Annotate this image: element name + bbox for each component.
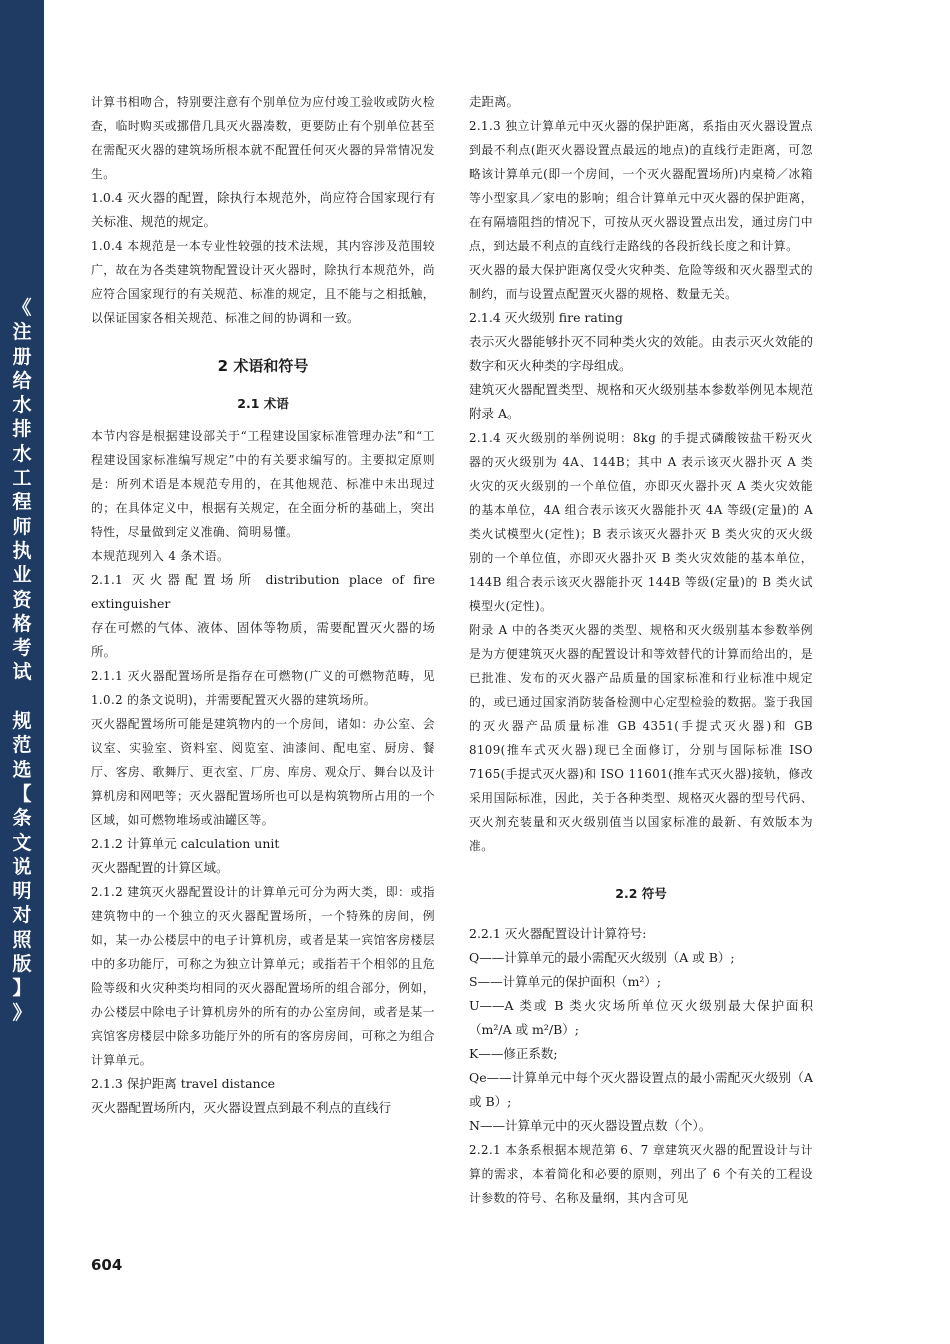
paragraph: 灭火器的最大保护距离仅受火灾种类、危险等级和灭火器型式的制约，而与设置点配置灭火器的规格、数量无关。 xyxy=(469,263,813,301)
paragraph: 计算书相吻合，特别要注意有个别单位为应付竣工验收或防火检查，临时购买或挪借几具灭火器凑数，更要防止有个别单位甚至在需配灭火器的建筑场所根本就不配置任何灭火器的异常情况发生。 xyxy=(91,95,435,181)
paragraph: 本节内容是根据建设部关于“工程建设国家标准管理办法”和“工程建设国家标准编写规定”中的有关要求编写的。主要拟定原则是：所列术语是本规范专用的，在其他规范、标准中未出现过的；在具体定义中，根据有关规定，在全面分析的基础上，突出特性，尽量做到定义准确、简明易懂。 xyxy=(91,429,435,539)
paragraph: 附录 A 中的各类灭火器的类型、规格和灭火级别基本参数举例是为方便建筑灭火器的配置设计和等效替代的计算而给出的，是已批准、发布的灭火器产品质量的国家标准和行业标准中规定的，或已通过国家消防装备检测中心定型检验的数据。鉴于我国的灭火器产品质量标准 GB 4351(手提式灭火器)和 GB 8109(推车式灭火器)现已全面修订，分别与国际标准 ISO 7165(手提式灭火器)和 ISO 11601(推车式灭火器)接轨，修改采用国际标准，因此，关于各种类型、规格灭火器的型号代码、灭火剂充装量和灭火级别值当以国家标准的最新、有效版本为准。 xyxy=(469,623,813,853)
term-definition: 存在可燃的气体、液体、固体等物质，需要配置灭火器的场所。 xyxy=(91,620,435,659)
term-definition: 表示灭火器能够扑灭不同种类火灾的效能。由表示灭火效能的数字和灭火种类的字母组成。 xyxy=(469,334,813,373)
right-column xyxy=(469,90,813,1210)
side-band xyxy=(0,0,44,1344)
clause-explanation: 2.1.3 独立计算单元中灭火器的保护距离，系指由灭火器设置点到最不利点(距灭火器设置点最远的地点)的直线行走距离，可忽略该计算单元(即一个房间，一个灭火器配置场所)内桌椅／冰箱等小型家具／家电的影响；组合计算单元中灭火器的保护距离，在有隔墙阻挡的情况下，可按从灭火器设置点出发，通过房门中点，到达最不利点的直线行走路线的各段折线长度之和计算。 xyxy=(469,119,813,253)
term-definition: 走距离。 xyxy=(469,94,520,109)
book-series-title: 《 注 册 给 水 排 水 工 程 师 执 业 资 格 考 试 规 范 选 【 条 文 说 明 对 照 版 】 》 xyxy=(12,297,32,1024)
paragraph: 建筑灭火器配置类型、规格和灭火级别基本参数举例见本规范附录 A。 xyxy=(469,382,813,421)
paragraph: 本规范现列入 4 条术语。 xyxy=(91,549,230,563)
page-number: 604 xyxy=(91,1256,123,1274)
clause: 1.0.4 灭火器的配置，除执行本规范外，尚应符合国家现行有关标准、规范的规定。 xyxy=(91,190,435,229)
clause-explanation: 2.2.1 本条系根据本规范第 6、7 章建筑灭火器的配置设计与计算的需求，本着简化和必要的原则，列出了 6 个有关的工程设计参数的符号、名称及量纲，其内含可见 xyxy=(469,1143,813,1205)
symbol-definition: K——修正系数; xyxy=(469,1046,558,1061)
chapter-heading: 2 术语和符号 xyxy=(217,357,309,375)
clause-explanation: 2.1.1 灭火器配置场所是指存在可燃物(广义的可燃物范畴，见 1.0.2 的条文说明)，并需要配置灭火器的建筑场所。 xyxy=(91,669,435,707)
term-heading: 2.1.4 灭火级别 fire rating xyxy=(469,310,623,325)
section-heading: 2.2 符号 xyxy=(615,886,667,901)
symbol-definition: U——A 类或 B 类火灾场所单位灭火级别最大保护面积（m²/A 或 m²/B）; xyxy=(469,998,813,1037)
clause: 2.2.1 灭火器配置设计计算符号: xyxy=(469,926,647,941)
clause-explanation: 2.1.4 灭火级别的举例说明：8kg 的手提式磷酸铵盐干粉灭火器的灭火级别为 4A、144B；其中 A 表示该灭火器扑灭 A 类火灾的灭火级别的一个单位值，亦即灭火器扑灭 A 类火灾效能的基本单位，4A 组合表示该灭火器能扑灭 4A 等级(定量)的 A 类火试模型火(定性)；B 表示该灭火器扑灭 B 类火灾的灭火级别的一个单位值，亦即灭火器扑灭 B 类火灾效能的基本单位，144B 组合表示该灭火器能扑灭 144B 等级(定量)的 B 类火试模型火(定性)。 xyxy=(469,431,813,613)
term-heading: 2.1.2 计算单元 calculation unit xyxy=(91,836,280,851)
symbol-definition: S——计算单元的保护面积（m²）; xyxy=(469,974,662,989)
term-heading: 2.1.3 保护距离 travel distance xyxy=(91,1076,275,1091)
symbol-definition: Qe——计算单元中每个灭火器设置点的最小需配灭火级别（A 或 B）; xyxy=(469,1070,813,1109)
term-definition: 灭火器配置的计算区域。 xyxy=(91,860,229,875)
clause-explanation: 1.0.4 本规范是一本专业性较强的技术法规，其内容涉及范围较广，故在为各类建筑物配置设计灭火器时，除执行本规范外，尚应符合国家现行的有关规范、标准的规定，且不能与之相抵触，以保证国家各相关规范、标准之间的协调和一致。 xyxy=(91,239,435,325)
clause-explanation: 2.1.2 建筑灭火器配置设计的计算单元可分为两大类，即：或指建筑物中的一个独立的灭火器配置场所，一个特殊的房间，例如，某一办公楼层中的电子计算机房，或者是某一宾馆客房楼层中的多功能厅，可称之为独立计算单元；或指若干个相邻的且危险等级和火灾种类均相同的灭火器配置场所的组合部分，例如，办公楼层中除电子计算机房外的所有的办公室房间，或者是某一宾馆客房楼层中除多功能厅外的所有的客房房间，可称之为组合计算单元。 xyxy=(91,885,435,1067)
paragraph: 灭火器配置场所可能是建筑物内的一个房间，诸如：办公室、会议室、实验室、资料室、阅览室、油漆间、配电室、厨房、餐厅、客房、歌舞厅、更衣室、厂房、库房、观众厅、舞台以及计算机房和网吧等；灭火器配置场所也可以是构筑物所占用的一个区域，如可燃物堆场或油罐区等。 xyxy=(91,717,435,827)
term-heading: 2.1.1 灭火器配置场所 distribution place of fire extinguisher xyxy=(91,572,435,611)
term-definition: 灭火器配置场所内，灭火器设置点到最不利点的直线行 xyxy=(91,1100,392,1115)
symbol-definition: Q——计算单元的最小需配灭火级别（A 或 B）; xyxy=(469,950,735,965)
section-heading: 2.1 术语 xyxy=(237,396,289,411)
symbol-definition: N——计算单元中的灭火器设置点数（个）。 xyxy=(469,1118,712,1133)
left-column xyxy=(91,90,435,1120)
